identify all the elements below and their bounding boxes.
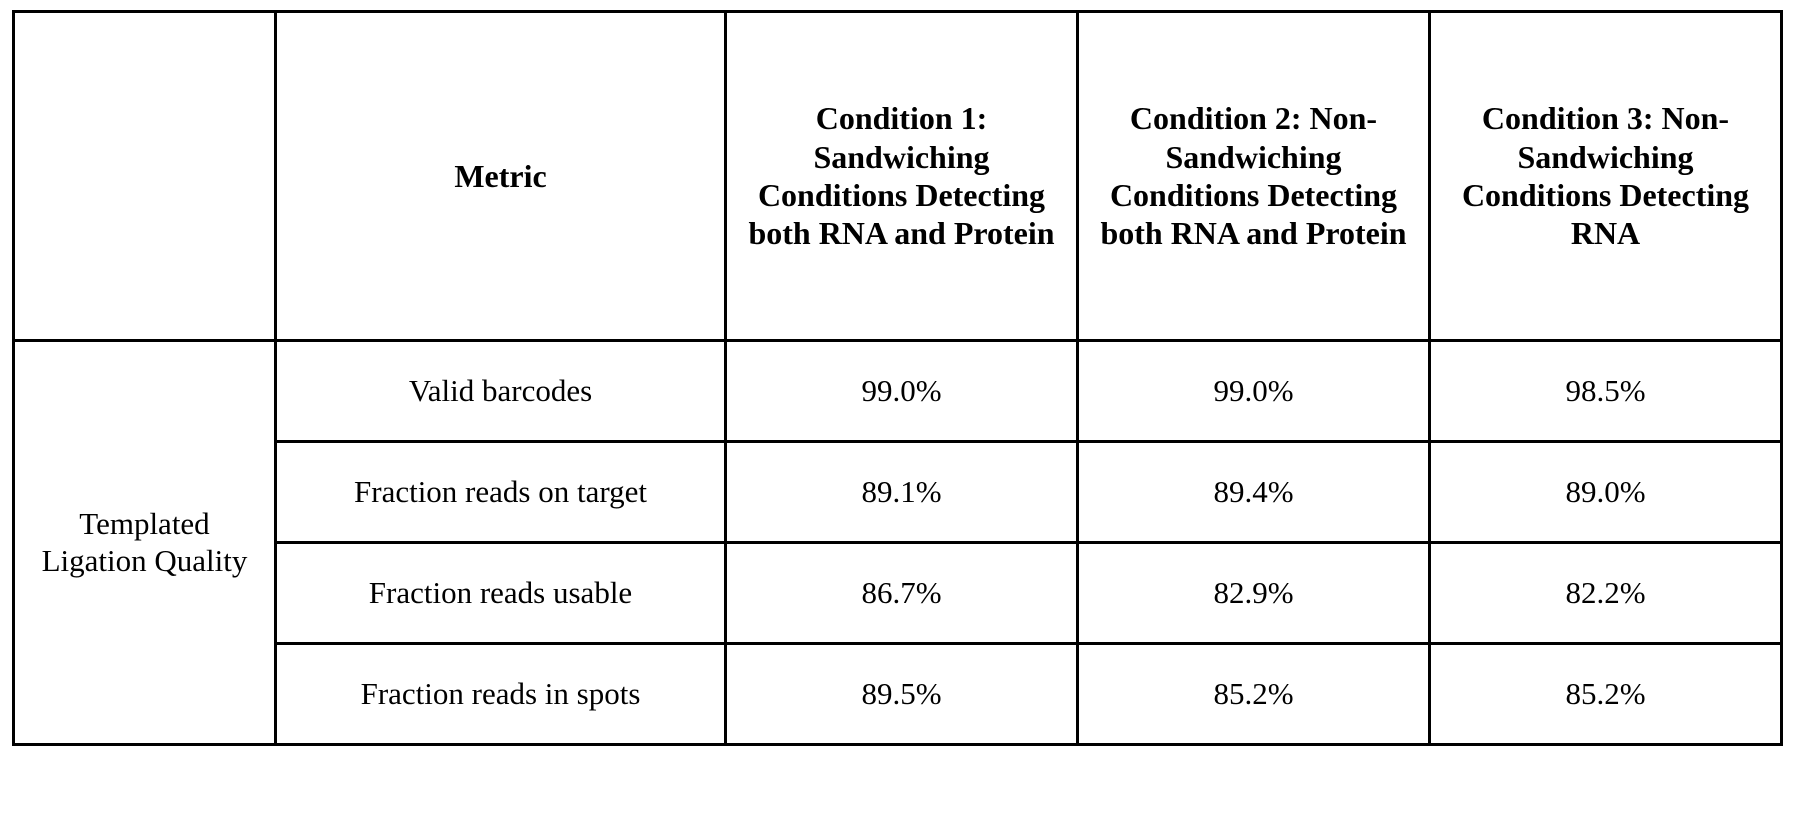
- table-body: [14, 341, 1782, 745]
- value-cell-condition-1: 89.1%: [726, 442, 1078, 543]
- table-header: [14, 12, 1782, 341]
- value-cell-condition-1: 89.5%: [726, 644, 1078, 745]
- metrics-table: [12, 10, 1783, 746]
- value-cell-condition-2: 99.0%: [1078, 341, 1430, 442]
- metric-name-cell: Fraction reads in spots: [276, 644, 726, 745]
- value-cell-condition-3: 89.0%: [1430, 442, 1782, 543]
- value-cell-condition-2: 89.4%: [1078, 442, 1430, 543]
- value-cell-condition-1: 86.7%: [726, 543, 1078, 644]
- value-cell-condition-2: 82.9%: [1078, 543, 1430, 644]
- metric-name-cell: Valid barcodes: [276, 341, 726, 442]
- value-cell-condition-2: 85.2%: [1078, 644, 1430, 745]
- table-row: [14, 543, 1782, 644]
- value-cell-condition-3: 98.5%: [1430, 341, 1782, 442]
- metric-name-cell: Fraction reads on target: [276, 442, 726, 543]
- table-row: [14, 644, 1782, 745]
- value-cell-condition-3: 82.2%: [1430, 543, 1782, 644]
- header-metric: Metric: [276, 12, 726, 341]
- header-condition-3: Condition 3: Non-Sandwiching Conditions Detecting RNA: [1430, 12, 1782, 341]
- metric-name-cell: Fraction reads usable: [276, 543, 726, 644]
- header-row: [14, 12, 1782, 341]
- value-cell-condition-1: 99.0%: [726, 341, 1078, 442]
- header-condition-1: Condition 1: Sandwiching Conditions Detecting both RNA and Protein: [726, 12, 1078, 341]
- table-row: [14, 442, 1782, 543]
- group-label-cell: Templated Ligation Quality: [14, 341, 276, 745]
- header-condition-2: Condition 2: Non-Sandwiching Conditions Detecting both RNA and Protein: [1078, 12, 1430, 341]
- table-row: [14, 341, 1782, 442]
- value-cell-condition-3: 85.2%: [1430, 644, 1782, 745]
- header-corner-cell: [14, 12, 276, 341]
